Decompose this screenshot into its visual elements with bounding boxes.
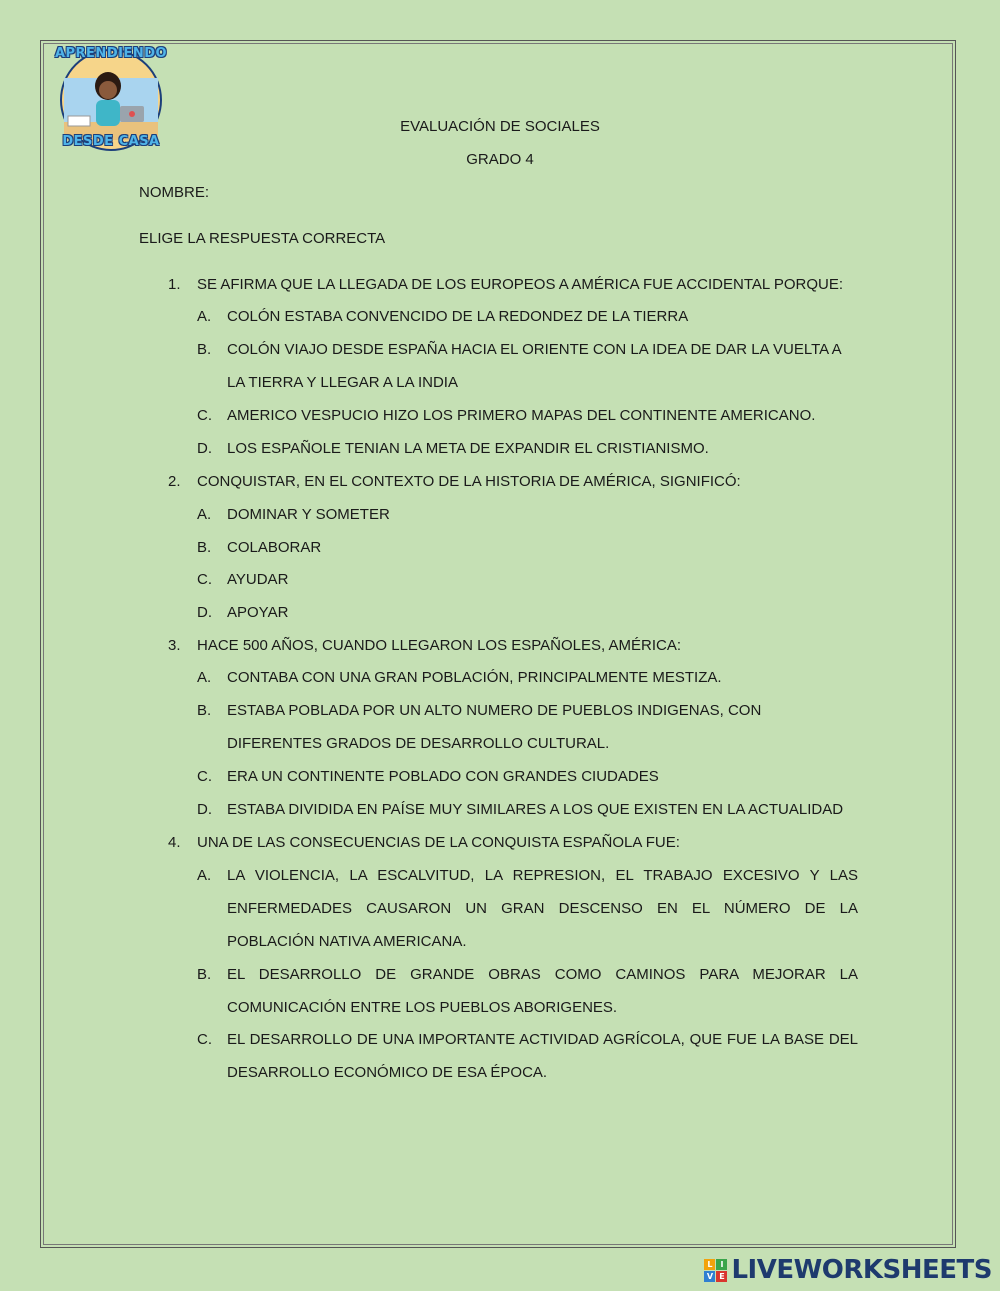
answer-option[interactable]: CONTABA CON UNA GRAN POBLACIÓN, PRINCIPALMENTE MESTIZA. [227,669,722,686]
question-text: UNA DE LAS CONSECUENCIAS DE LA CONQUISTA ESPAÑOLA FUE: [197,834,680,851]
answer-option[interactable]: ESTABA POBLADA POR UN ALTO NUMERO DE PUEBLOS INDIGENAS, CON DIFERENTES GRADOS DE DESARROLLO CULTURAL. [227,702,762,752]
option-letter: A. [197,867,212,884]
option-letter: B. [197,966,212,983]
answer-option[interactable]: APOYAR [227,604,289,621]
instructions: ELIGE LA RESPUESTA CORRECTA [139,230,386,247]
brand-name: LIVEWORKSHEETS [731,1255,992,1285]
answer-option[interactable]: ERA UN CONTINENTE POBLADO CON GRANDES CIUDADES [227,768,659,785]
page-title: EVALUACIÓN DE SOCIALES [400,118,600,135]
question-number: 1. [168,276,181,293]
option-letter: C. [197,1031,212,1048]
answer-option[interactable]: AMERICO VESPUCIO HIZO LOS PRIMERO MAPAS DEL CONTINENTE AMERICANO. [227,407,816,424]
option-letter: A. [197,308,212,325]
option-letter: A. [197,506,212,523]
answer-option[interactable]: LOS ESPAÑOLE TENIAN LA META DE EXPANDIR EL CRISTIANISMO. [227,440,709,457]
liveworksheets-brand [704,1253,992,1287]
answer-option[interactable]: COLABORAR [227,539,322,556]
answer-option[interactable]: DOMINAR Y SOMETER [227,506,390,523]
answer-option[interactable]: COLÓN ESTABA CONVENCIDO DE LA REDONDEZ DE LA TIERRA [227,308,689,325]
question-text: SE AFIRMA QUE LA LLEGADA DE LOS EUROPEOS A AMÉRICA FUE ACCIDENTAL PORQUE: [197,276,844,293]
option-letter: D. [197,604,212,621]
question-text: CONQUISTAR, EN EL CONTEXTO DE LA HISTORIA DE AMÉRICA, SIGNIFICÓ: [197,473,741,490]
brand-icon-letter: L [704,1259,715,1270]
option-letter: C. [197,768,212,785]
name-label: NOMBRE: [139,184,210,201]
logo-top-text: APRENDIENDO [54,46,168,61]
question-number: 3. [168,637,181,654]
brand-icon-letter: V [704,1271,715,1282]
answer-option[interactable]: COLÓN VIAJO DESDE ESPAÑA HACIA EL ORIENTE CON LA IDEA DE DAR LA VUELTA A LA TIERRA Y LLEGAR A LA INDIA [227,341,841,391]
answer-option[interactable]: ESTABA DIVIDIDA EN PAÍSE MUY SIMILARES A LOS QUE EXISTEN EN LA ACTUALIDAD [227,801,844,818]
option-letter: D. [197,801,212,818]
question-number: 4. [168,834,181,851]
answer-option[interactable]: EL DESARROLLO DE UNA IMPORTANTE ACTIVIDAD AGRÍCOLA, QUE FUE LA BASE DEL DESARROLLO ECONÓMICO DE ESA ÉPOCA. [227,1031,858,1081]
option-letter: C. [197,571,212,588]
option-letter: C. [197,407,212,424]
brand-icon-letter: I [716,1259,727,1270]
answer-option[interactable]: AYUDAR [227,571,289,588]
option-letter: B. [197,341,212,358]
option-letter: B. [197,702,212,719]
aprendiendo-desde-casa-logo [50,44,172,154]
grade-label: GRADO 4 [466,151,534,168]
brand-icon-letter: E [716,1271,727,1282]
answer-option[interactable]: EL DESARROLLO DE GRANDE OBRAS COMO CAMINOS PARA MEJORAR LA COMUNICACIÓN ENTRE LOS PUEBLOS ABORIGENES. [227,966,858,1016]
logo-bottom-text: DESDE CASA [62,134,160,149]
option-letter: A. [197,669,212,686]
answer-option[interactable]: LA VIOLENCIA, LA ESCALVITUD, LA REPRESION, EL TRABAJO EXCESIVO Y LAS ENFERMEDADES CAUSARON UN GRAN DESCENSO EN EL NÚMERO DE LA POBLACIÓN NATIVA AMERICANA. [227,867,858,950]
option-letter: D. [197,440,212,457]
option-letter: B. [197,539,212,556]
question-number: 2. [168,473,181,490]
liveworksheets-icon [704,1259,727,1282]
question-text: HACE 500 AÑOS, CUANDO LLEGARON LOS ESPAÑOLES, AMÉRICA: [197,637,682,654]
